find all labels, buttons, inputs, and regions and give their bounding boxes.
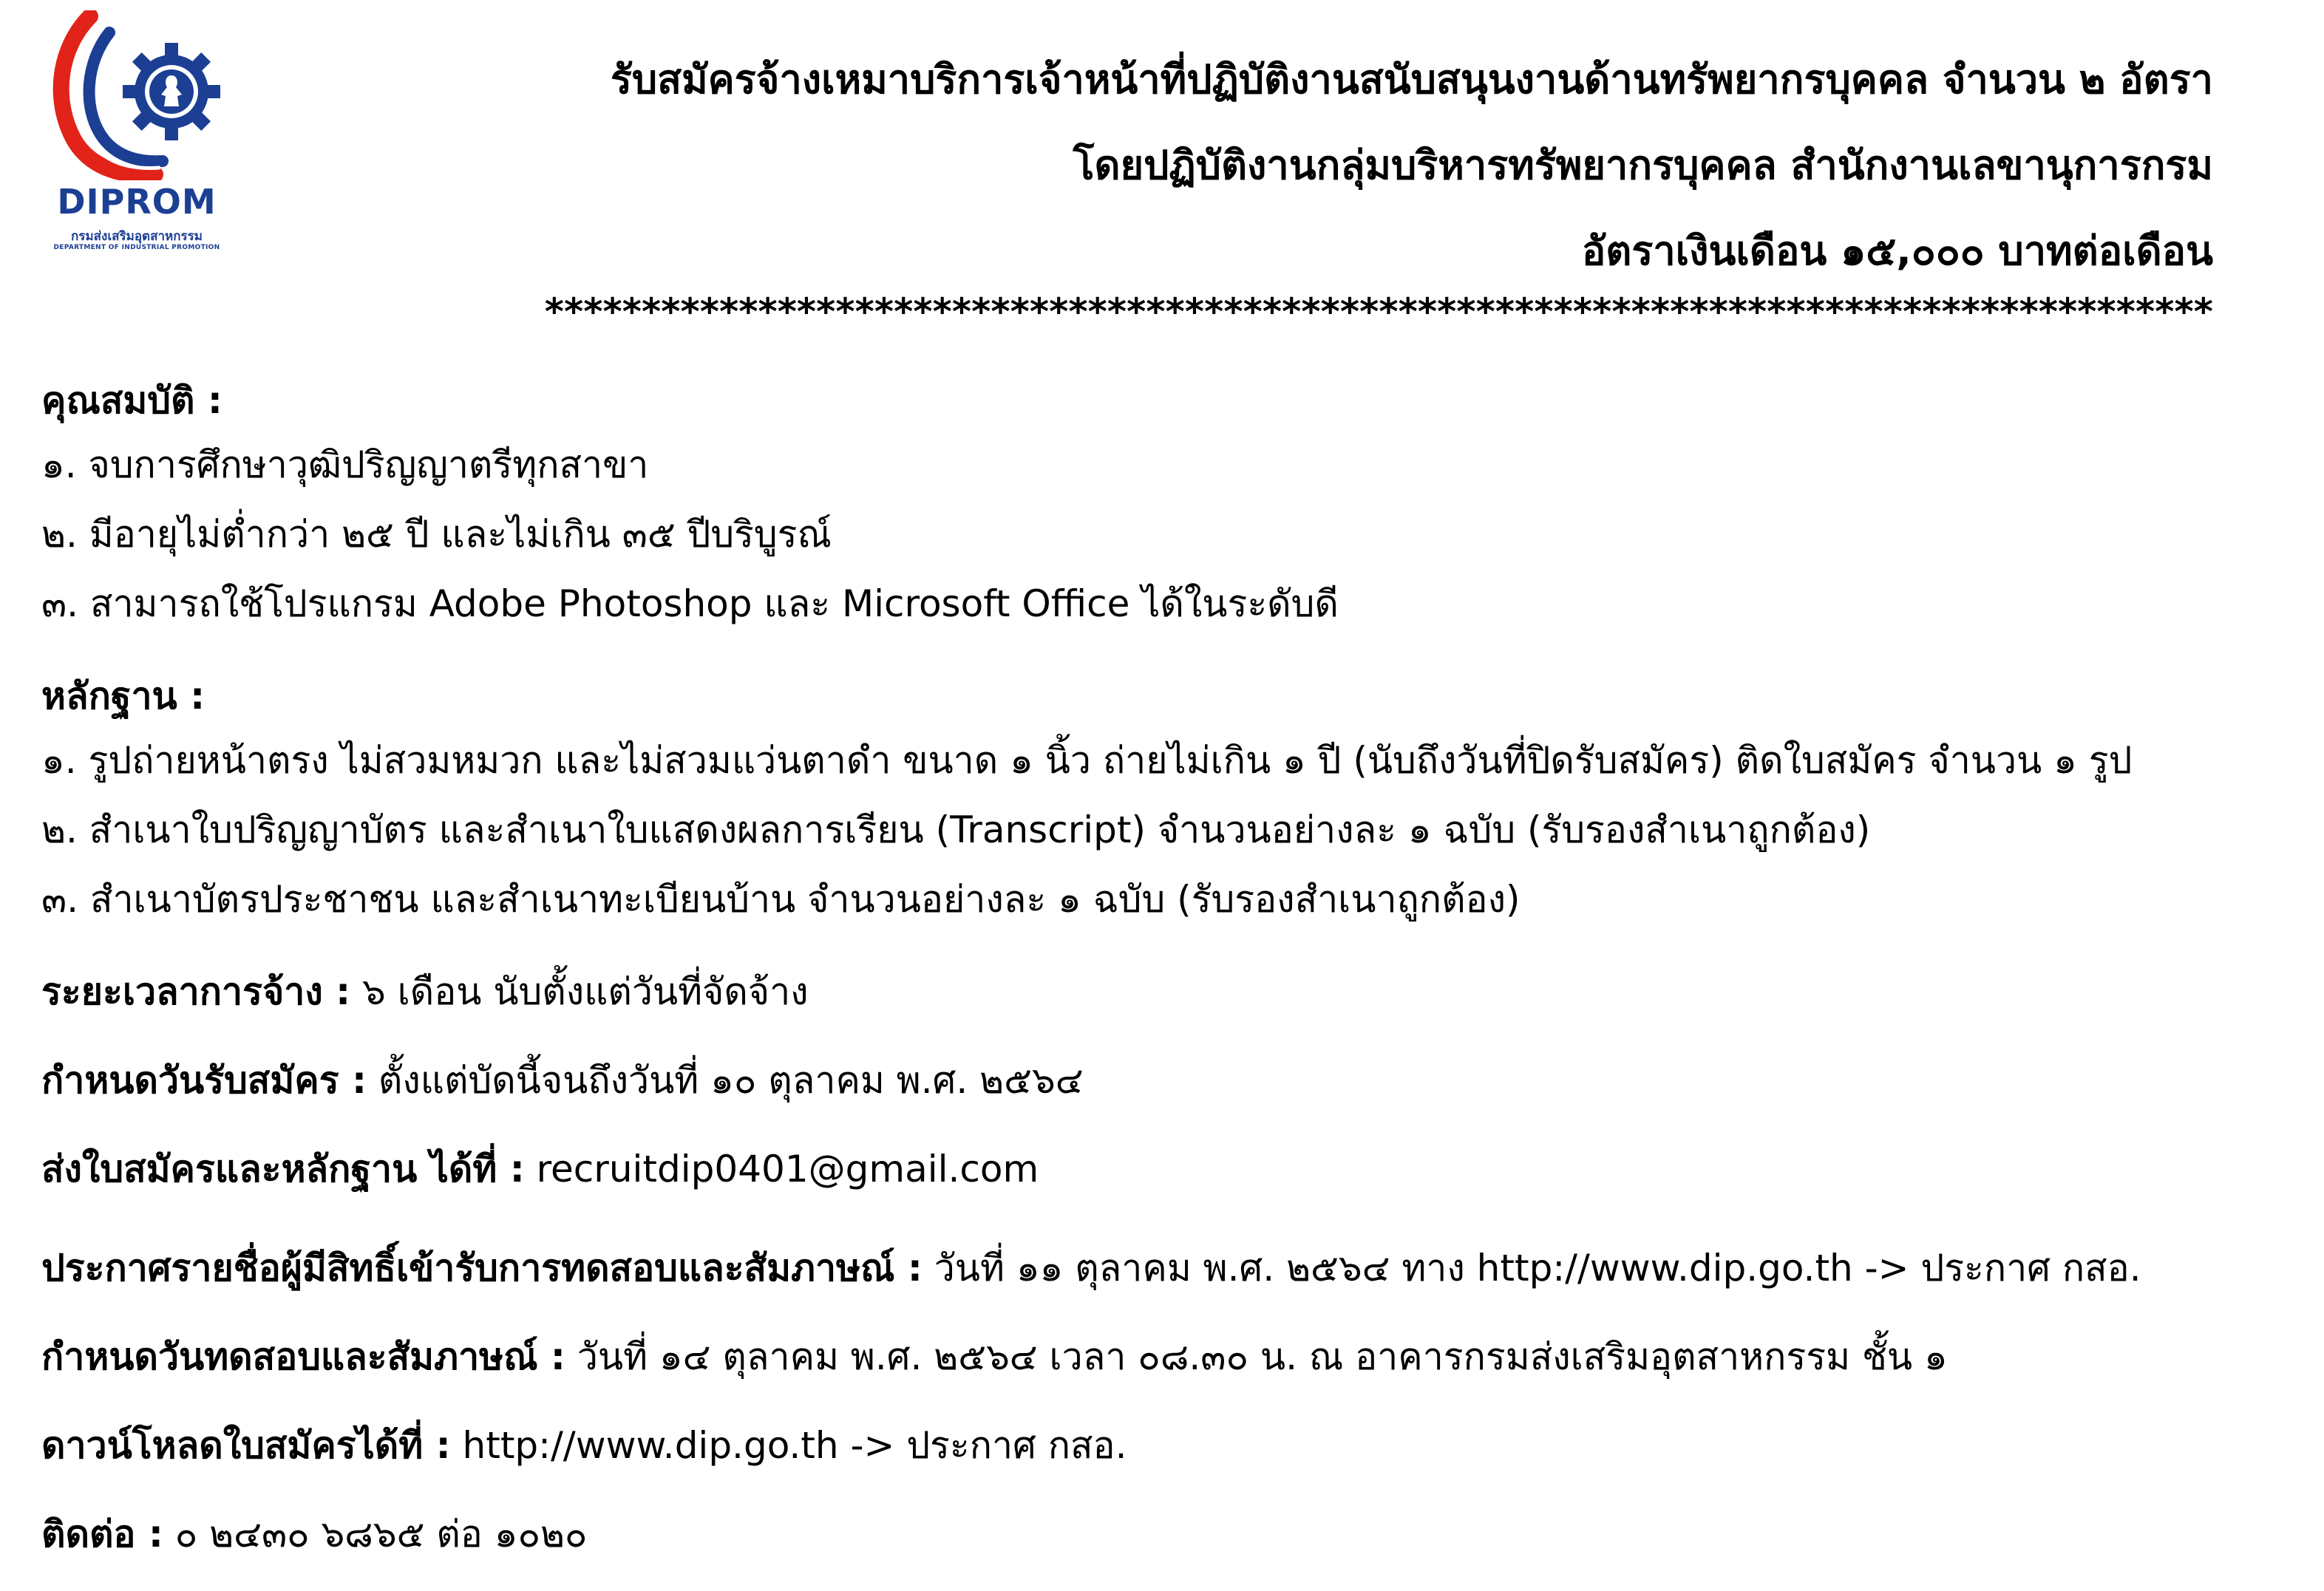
document-item: ๓. สำเนาบัตรประชาชน และสำเนาทะเบียนบ้าน จำนวนอย่างละ ๑ ฉบับ (รับรองสำเนาถูกต้อง) [41,878,1521,921]
header-salary-line: อัตราเงินเดือน ๑๕,๐๐๐ บาทต่อเดือน [1581,228,2213,274]
announce-row [41,1246,2141,1290]
documents-title: หลักฐาน : [41,675,205,718]
submit-row [41,1147,1039,1191]
header-title-line1: รับสมัครจ้างเหมาบริการเจ้าหน้าที่ปฏิบัติงานสนับสนุนงานด้านทรัพยากรบุคคล จำนวน ๒ อัตรา [610,56,2213,103]
download-label: ดาวน์โหลดใบสมัครได้ที่ : [41,1424,451,1467]
qualification-item: ๑. จบการศึกษาวุฒิปริญญาตรีทุกสาขา [41,443,649,486]
deadline-value: ตั้งแต่บัดนี้จนถึงวันที่ ๑๐ ตุลาคม พ.ศ. ๒๕๖๔ [367,1059,1084,1102]
exam-value: วันที่ ๑๔ ตุลาคม พ.ศ. ๒๕๖๔ เวลา ๐๘.๓๐ น. ณ อาคารกรมส่งเสริมอุตสาหกรรม ชั้น ๑ [565,1335,1948,1378]
documents-section [41,674,2132,934]
qualification-item: ๒. มีอายุไม่ต่ำกว่า ๒๕ ปี และไม่เกิน ๓๕ ปีบริบูรณ์ [41,513,832,556]
submit-label: ส่งใบสมัครและหลักฐาน ได้ที่ : [41,1148,525,1190]
header-separator: ************************************************************************************** [544,290,2213,333]
logo-wordmark: DIPROM [57,182,217,222]
download-value: http://www.dip.go.th -> ประกาศ กสอ. [450,1424,1127,1467]
qualifications-title: คุณสมบัติ : [41,379,222,422]
deadline-row [41,1058,1084,1103]
duration-value: ๖ เดือน นับตั้งแต่วันที่จัดจ้าง [350,970,809,1013]
diprom-emblem-icon [44,10,229,180]
announce-label: ประกาศรายชื่อผู้มีสิทธิ์เข้ารับการทดสอบและสัมภาษณ์ : [41,1247,923,1290]
qualifications-section [41,378,1339,638]
qualification-item: ๓. สามารถใช้โปรแกรม Adobe Photoshop และ Microsoft Office ได้ในระดับดี [41,582,1339,625]
duration-row [41,970,809,1014]
exam-label: กำหนดวันทดสอบและสัมภาษณ์ : [41,1335,565,1378]
document-item: ๒. สำเนาใบปริญญาบัตร และสำเนาใบแสดงผลการเรียน (Transcript) จำนวนอย่างละ ๑ ฉบับ (รับรองสำเนาถูกต้อง) [41,808,1871,851]
diprom-logo [44,10,229,254]
submit-email: recruitdip0401@gmail.com [524,1148,1039,1190]
download-row [41,1423,1127,1468]
contact-value: ๐ ๒๔๓๐ ๖๘๖๕ ต่อ ๑๐๒๐ [163,1513,588,1556]
announce-value: วันที่ ๑๑ ตุลาคม พ.ศ. ๒๕๖๔ ทาง http://www.dip.go.th -> ประกาศ กสอ. [922,1247,2141,1290]
duration-label: ระยะเวลาการจ้าง : [41,970,351,1013]
exam-row [41,1335,1948,1379]
document-item: ๑. รูปถ่ายหน้าตรง ไม่สวมหมวก และไม่สวมแว่นตาดำ ขนาด ๑ นิ้ว ถ่ายไม่เกิน ๑ ปี (นับถึงวันที่ปิดรับสมัคร) ติดใบสมัคร จำนวน ๑ รูป [41,739,2133,782]
contact-row [41,1512,587,1556]
deadline-label: กำหนดวันรับสมัคร : [41,1059,367,1102]
contact-label: ติดต่อ : [41,1513,163,1556]
logo-thai-name: กรมส่งเสริมอุตสาหกรรม [71,229,203,244]
header-title-line2: โดยปฏิบัติงานกลุ่มบริหารทรัพยากรบุคคล สำนักงานเลขานุการกรม [1073,142,2213,188]
announcement-header [306,37,2213,294]
logo-english-name: DEPARTMENT OF INDUSTRIAL PROMOTION [53,244,220,251]
